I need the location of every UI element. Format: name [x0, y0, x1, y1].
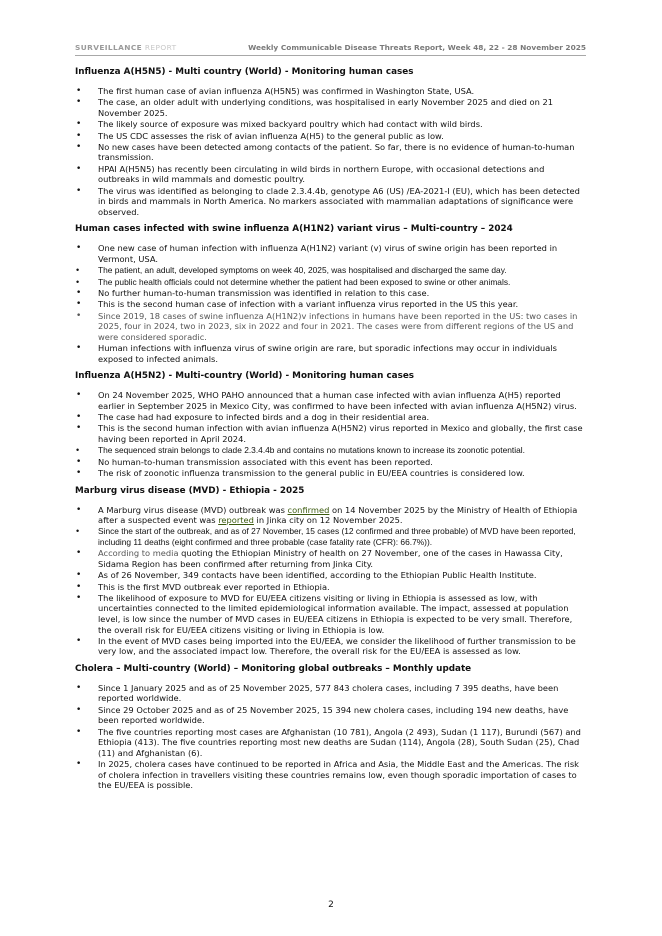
list-item: • This is the second human infection with avian influenza A(H5N2) virus reported in Mexico and globally, the first case having been reported in April 2024. — [75, 423, 586, 444]
report-label-bold: SURVEILLANCE — [75, 43, 143, 52]
text-run: quoting the Ethiopian Ministry of health on 27 November, one of the cases in Hawassa City, Sidama Region has been confirmed after returning from Jinka City. — [98, 548, 563, 569]
list-item: • The case had had exposure to infected birds and a dog in their residential area. — [75, 412, 586, 423]
report-title: Weekly Communicable Disease Threats Report, Week 48, 22 - 28 November 2025 — [248, 43, 586, 52]
section-heading: Marburg virus disease (MVD) - Ethiopia - 2025 — [75, 485, 305, 496]
list-item: • This is the first MVD outbreak ever reported in Ethiopia. — [75, 582, 586, 593]
list-item: • In 2025, cholera cases have continued to be reported in Africa and Asia, the Middle East and the Americas. The risk of cholera infection in travellers visiting these countries remains low, even though sporadic importation of cases to the EU/EEA is possible. — [75, 759, 586, 791]
text-run: A Marburg virus disease (MVD) outbreak was — [98, 504, 288, 515]
list-item: • The virus was identified as belonging to clade 2.3.4.4b, genotype A6 (US) /EA-2021-I (EU), which has been detected in birds and mammals in North America. No markers associated with mammalian adaptations of significance were observed. — [75, 186, 586, 218]
bullet-list — [75, 505, 586, 657]
confirmed-link[interactable]: confirmed — [287, 504, 330, 515]
list-item: • On 24 November 2025, WHO PAHO announced that a human case infected with avian influenza A(H5) reported earlier in September 2025 in Mexico City, was confirmed to have been infected with avian influenza A(H5N2) virus. — [75, 390, 586, 411]
report-label-light: REPORT — [142, 43, 177, 52]
list-item: • HPAI A(H5N5) has recently been circulating in wild birds in northern Europe, with occasional detections and outbreaks in wild mammals and domestic poultry. — [75, 164, 586, 185]
bullet-list — [75, 390, 586, 478]
list-item: • The risk of zoonotic influenza transmission to the general public in EU/EEA countries is considered low. — [75, 468, 586, 479]
list-item: • The five countries reporting most cases are Afghanistan (10 781), Angola (2 493), Sudan (1 117), Burundi (567) and Ethiopia (413). The five countries reporting most new deaths are Sudan (114), Angola (28), South Sudan (25), Chad (11) and Afghanistan (6). — [75, 727, 586, 759]
section-heading: Influenza A(H5N2) - Multi-country (World) - Monitoring human cases — [75, 371, 415, 382]
section-heading: Cholera – Multi-country (World) – Monitoring global outbreaks – Monthly update — [75, 663, 472, 674]
reported-link[interactable]: reported — [218, 515, 254, 526]
section-heading: Human cases infected with swine influenza A(H1N2) variant virus – Multi-country – 2024 — [75, 224, 513, 235]
list-item: • Since 1 January 2025 and as of 25 November 2025, 577 843 cholera cases, including 7 395 deaths, have been reported worldwide. — [75, 683, 586, 704]
section-heading: Influenza A(H5N5) - Multi country (World) - Monitoring human cases — [75, 67, 414, 77]
list-item — [75, 505, 586, 526]
report-body — [75, 67, 586, 798]
list-item: • This is the second human case of infection with a variant influenza virus reported in the US this year. — [75, 299, 586, 310]
list-item: • The patient, an adult, developed symptoms on week 40, 2025, was hospitalised and discharged the same day. — [75, 265, 586, 276]
list-item — [75, 548, 586, 569]
list-item: • The US CDC assesses the risk of avian influenza A(H5) to the general public as low. — [75, 131, 586, 142]
text-run: on 14 November 2025 by the Ministry of Health of Ethiopia after a suspected event was — [98, 504, 578, 526]
bullet-list — [75, 86, 586, 217]
list-item: • The case, an older adult with underlying conditions, was hospitalised in early November 2025 and died on 21 November 2025. — [75, 97, 586, 118]
list-item: • Since 29 October 2025 and as of 25 November 2025, 15 394 new cholera cases, including 194 new deaths, have been reported worldwide. — [75, 705, 586, 726]
page-header — [75, 43, 586, 56]
list-item: • The sequenced strain belongs to clade 2.3.4.4b and contains no mutations known to increase its zoonotic potential. — [75, 445, 586, 456]
list-item: • The public health officials could not determine whether the patient had been exposed to swine or other animals. — [75, 277, 586, 288]
list-item: • Human infections with influenza virus of swine origin are rare, but sporadic infections may occur in individuals exposed to infected animals. — [75, 343, 586, 364]
list-item: • The likely source of exposure was mixed backyard poultry which had contact with wild birds. — [75, 119, 586, 130]
list-item: • Since the start of the outbreak, and as of 27 November, 15 cases (12 confirmed and three probable) of MVD have been reported, including 11 deaths (eight confirmed and three probable (case fatality rate (CFR): 66.7%)). — [75, 526, 586, 547]
list-item: • As of 26 November, 349 contacts have been identified, according to the Ethiopian Public Health Institute. — [75, 570, 586, 581]
section-h5n5 — [75, 67, 586, 217]
list-item: • The first human case of avian influenza A(H5N5) was confirmed in Washington State, USA. — [75, 86, 586, 97]
section-marburg — [75, 486, 586, 657]
text-run: in Jinka city on 12 November 2025. — [253, 515, 403, 526]
list-item: • Since 2019, 18 cases of swine influenza A(H1N2)v infections in humans have been reported in the US: two cases in 2025, four in 2024, two in 2023, six in 2022 and four in 2021. The cases were from different regions of the US and were considered sporadic. — [75, 311, 586, 343]
list-item: • In the event of MVD cases being imported into the EU/EEA, we consider the likelihood of further transmission to be very low, and the associated impact low. Therefore, the overall risk for the EU/EEA is assessed as low. — [75, 636, 586, 657]
list-item: • No new cases have been detected among contacts of the patient. So far, there is no evidence of human-to-human transmission. — [75, 142, 586, 163]
section-h1n2 — [75, 224, 586, 364]
report-label — [75, 43, 176, 52]
list-item: • No human-to-human transmission associated with this event has been reported. — [75, 457, 586, 468]
list-item: • The likelihood of exposure to MVD for EU/EEA citizens visiting or living in Ethiopia is assessed as low, with uncertainties connected to the limited epidemiological information available. The impact, assessed at population level, is low since the number of MVD cases in EU/EEA citizens in Ethiopia is expected to be very small. Therefore, the overall risk for EU/EEA citizens visiting or living in Ethiopia is low. — [75, 593, 586, 635]
section-cholera — [75, 664, 586, 791]
list-item: • One new case of human infection with influenza A(H1N2) variant (v) virus of swine origin has been reported in Vermont, USA. — [75, 243, 586, 264]
bullet-list — [75, 683, 586, 791]
page-number: 2 — [328, 900, 334, 910]
section-h5n2 — [75, 371, 586, 478]
list-item: • No further human-to-human transmission was identified in relation to this case. — [75, 288, 586, 299]
media-link[interactable]: According to media — [98, 548, 179, 559]
bullet-list — [75, 243, 586, 364]
